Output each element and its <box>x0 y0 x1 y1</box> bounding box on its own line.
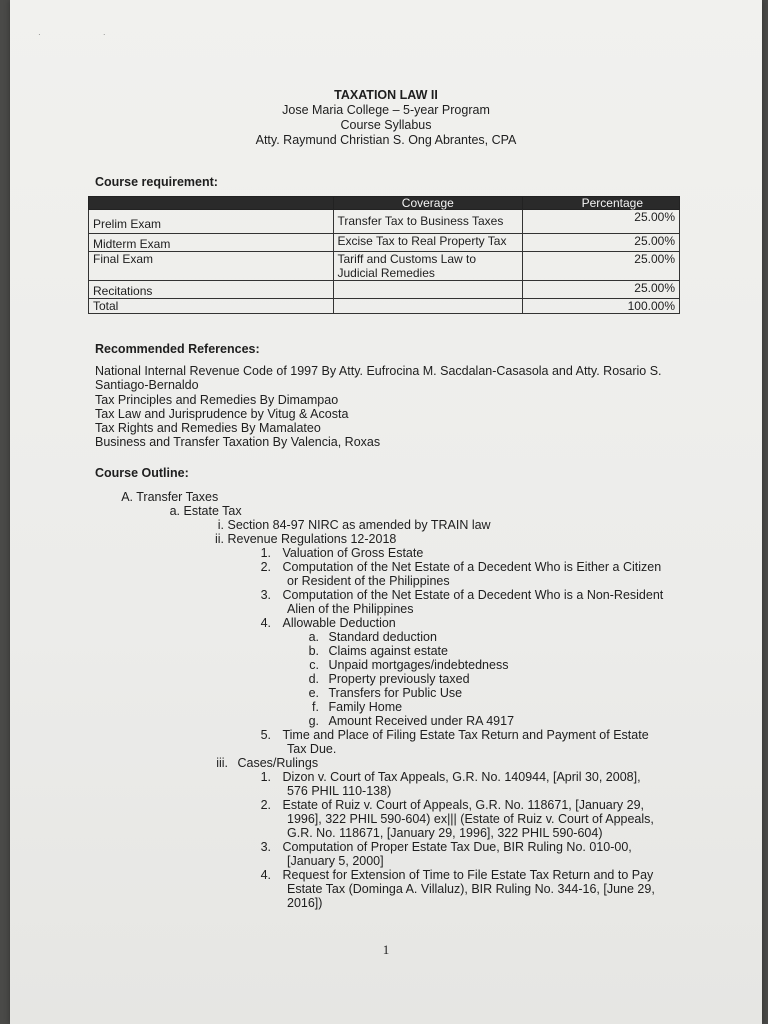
outline-text: Computation of Proper Estate Tax Due, BIR Ruling No. 010-00, <box>282 840 632 854</box>
outline-label: 2. <box>260 560 271 574</box>
outline-label: f. <box>312 700 319 714</box>
outline-text: Alien of the Philippines <box>287 602 414 616</box>
row-name: Recitations <box>89 281 334 299</box>
table-header-percentage: Percentage <box>523 197 680 210</box>
outline-label: g. <box>308 714 319 728</box>
table-header-coverage: Coverage <box>333 197 523 210</box>
row-coverage <box>333 299 523 314</box>
table-row <box>89 252 680 281</box>
outline-text: Transfer Taxes <box>136 490 219 504</box>
row-percentage: 25.00% <box>523 234 680 252</box>
outline-label: e. <box>308 686 319 700</box>
document-page <box>10 0 762 1024</box>
outline-text: Valuation of Gross Estate <box>282 546 424 560</box>
outline-text: Allowable Deduction <box>282 616 396 630</box>
row-coverage: Tariff and Customs Law to Judicial Remedies <box>333 252 523 281</box>
row-name: Total <box>89 299 334 314</box>
outline-text: Request for Extension of Time to File Estate Tax Return and to Pay <box>282 868 654 882</box>
reference-item: Business and Transfer Taxation By Valencia, Roxas <box>95 435 381 450</box>
row-name: Final Exam <box>89 252 334 281</box>
outline-text: Estate of Ruiz v. Court of Appeals, G.R. No. 118671, [January 29, <box>282 798 645 812</box>
outline-text: G.R. No. 118671, [January 29, 1996], 322 PHIL 590-604) <box>287 826 603 840</box>
references-heading: Recommended References: <box>95 342 260 356</box>
outline-text: Transfers for Public Use <box>328 686 463 700</box>
outline-text: Claims against estate <box>328 644 448 658</box>
requirements-table <box>88 196 680 314</box>
reference-item: National Internal Revenue Code of 1997 By Atty. Eufrocina M. Sacdalan-Casasola and Atty. Rosario S. Santiago-Bernaldo <box>95 364 662 393</box>
table-row <box>89 210 680 234</box>
row-percentage: 25.00% <box>523 210 680 234</box>
outline-text: 1996], 322 PHIL 590-604) ex||| (Estate of Ruiz v. Court of Appeals, <box>287 812 654 826</box>
table-row <box>89 299 680 314</box>
outline-label: A. <box>121 490 133 504</box>
outline-text: Time and Place of Filing Estate Tax Return and Payment of Estate <box>282 728 649 742</box>
page-number: 1 <box>382 942 390 957</box>
row-percentage: 100.00% <box>523 299 680 314</box>
outline-text: Property previously taxed <box>328 672 470 686</box>
document-header <box>10 88 762 148</box>
outline-label: 4. <box>260 616 271 630</box>
outline-text: Standard deduction <box>328 630 437 644</box>
outline-text: Tax Due. <box>287 742 337 756</box>
outline-text: Unpaid mortgages/indebtedness <box>328 658 509 672</box>
outline-text: Estate Tax <box>183 504 242 518</box>
outline-text: or Resident of the Philippines <box>287 574 450 588</box>
table-header-name <box>89 197 334 210</box>
outline-label: iii. <box>216 756 228 770</box>
college-line: Jose Maria College – 5-year Program <box>282 103 490 117</box>
row-coverage: Transfer Tax to Business Taxes <box>333 210 523 234</box>
outline-label: 2. <box>260 798 271 812</box>
outline-label: b. <box>308 644 319 658</box>
outline-text: Cases/Rulings <box>237 756 319 770</box>
row-name: Prelim Exam <box>89 210 334 234</box>
outline-text: 576 PHIL 110-138) <box>287 784 392 798</box>
outline-text: Computation of the Net Estate of a Decedent Who is a Non-Resident <box>282 588 664 602</box>
outline-label: i. <box>217 518 224 532</box>
outline-label: 5. <box>260 728 271 742</box>
reference-item: Tax Rights and Remedies By Mamalateo <box>95 421 321 436</box>
outline-text: Dizon v. Court of Tax Appeals, G.R. No. 140944, [April 30, 2008], <box>282 770 641 784</box>
references-list <box>95 364 695 450</box>
outline-label: 3. <box>260 840 271 854</box>
requirements-heading: Course requirement: <box>95 175 218 189</box>
table-row <box>89 234 680 252</box>
outline-label: 1. <box>260 770 271 784</box>
outline-label: a. <box>169 504 180 518</box>
syllabus-line: Course Syllabus <box>340 118 432 132</box>
table-header-row <box>89 197 680 210</box>
outline-label: c. <box>309 658 319 672</box>
outline-label: d. <box>308 672 319 686</box>
outline-label: ii. <box>214 532 224 546</box>
row-percentage: 25.00% <box>523 281 680 299</box>
outline-label: 4. <box>260 868 271 882</box>
outline-text: [January 5, 2000] <box>287 854 384 868</box>
outline-label: 3. <box>260 588 271 602</box>
row-coverage: Excise Tax to Real Property Tax <box>333 234 523 252</box>
reference-item: Tax Principles and Remedies By Dimampao <box>95 392 339 407</box>
outline-label: 1. <box>260 546 271 560</box>
instructor-line: Atty. Raymund Christian S. Ong Abrantes, CPA <box>255 133 517 147</box>
scan-specks: · · <box>38 30 136 39</box>
outline-text: Revenue Regulations 12-2018 <box>227 532 397 546</box>
course-title: TAXATION LAW II <box>334 88 438 102</box>
reference-item: Tax Law and Jurisprudence by Vitug & Acosta <box>95 406 349 421</box>
outline-text: Section 84-97 NIRC as amended by TRAIN law <box>227 518 491 532</box>
outline-label: a. <box>308 630 319 644</box>
outline-heading: Course Outline: <box>95 466 189 480</box>
row-percentage: 25.00% <box>523 252 680 281</box>
row-coverage <box>333 281 523 299</box>
outline-text: Family Home <box>328 700 403 714</box>
outline-text: 2016]) <box>287 896 323 910</box>
row-name: Midterm Exam <box>89 234 334 252</box>
outline-text: Computation of the Net Estate of a Decedent Who is Either a Citizen <box>282 560 662 574</box>
table-row <box>89 281 680 299</box>
outline-text: Estate Tax (Dominga A. Villaluz), BIR Ruling No. 344-16, [June 29, <box>287 882 655 896</box>
outline-text: Amount Received under RA 4917 <box>328 714 515 728</box>
